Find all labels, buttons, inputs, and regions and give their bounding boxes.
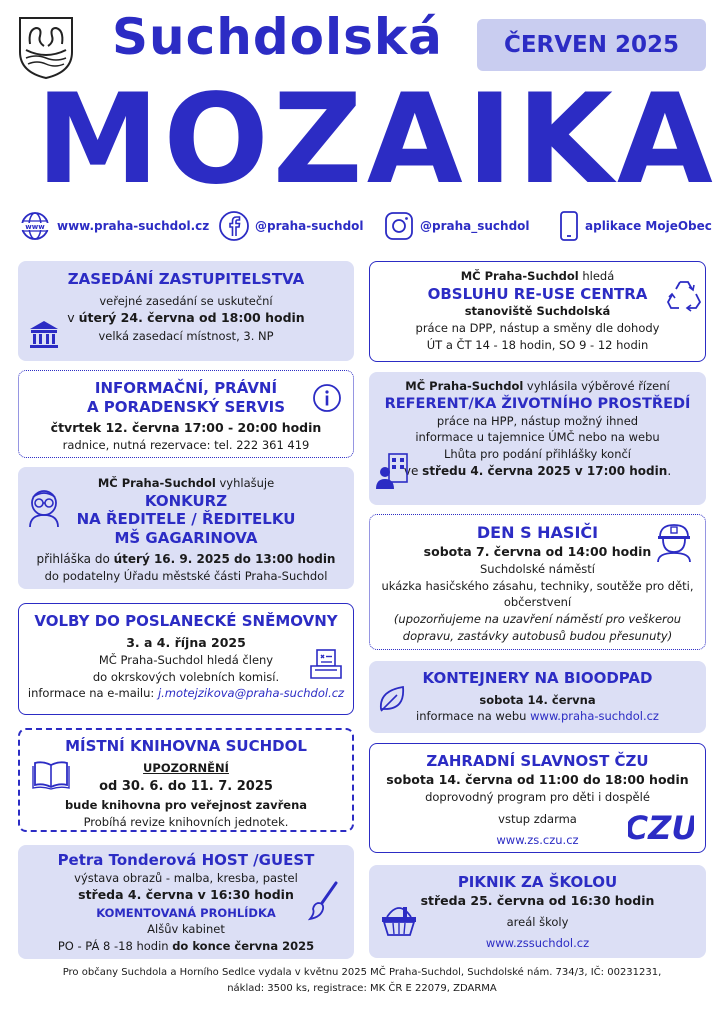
officer-intro: MČ Praha-Suchdol vyhlásila výběrové řízení [405,379,670,393]
reuse-line1: práce na DPP, nástup a směny dle dohody [415,321,660,336]
contest-line2: do podatelny Úřadu městské části Praha-Suchdol [44,569,328,584]
council-title: ZASEDÁNÍ ZASTUPITELSTVA [67,270,305,288]
biowaste-box [369,661,706,733]
social-instagram[interactable] [383,210,530,242]
library-warning: UPOZORNĚNÍ [143,760,229,775]
imprint-line1: Pro občany Suchdola a Horního Sedlce vydala v květnu 2025 MČ Praha-Suchdol, Suchdolské nám. 734/3, IČ: 00231231, [62,967,662,978]
svg-text:CZU: CZU [628,809,694,846]
officer-line1: práce na HPP, nástup možný ihned [436,413,639,428]
firefighters-line4: občerstvení [503,595,572,610]
exhibition-box [18,845,354,959]
legal-title-2: A PORADENSKÝ SERVIS [86,397,286,416]
app-link[interactable]: aplikace MojeObec [585,219,712,233]
czu-festival-box [369,743,706,853]
exhibition-line3: KOMENTOVANÁ PROHLÍDKA [96,905,276,920]
facebook-link[interactable]: @praha-suchdol [255,219,364,233]
exhibition-line5: PO - PÁ 8 -18 hodin do konce června 2025 [57,938,315,953]
worker-icon [375,452,409,495]
biowaste-title: KONTEJNERY NA BIOODPAD [422,669,653,687]
exhibition-title: Petra Tonderová HOST /GUEST [57,851,315,869]
firefighters-line5: (upozorňujeme na uzavření náměstí pro veškerou [393,612,682,627]
reuse-line2: ÚT a ČT 14 - 18 hodin, SO 9 - 12 hodin [426,337,649,352]
social-web[interactable] [18,210,209,242]
contest-title-2: NA ŘEDITELE / ŘEDITELKU [76,510,296,529]
czu-line3: vstup zdarma [498,811,577,826]
firefighters-title: DEN S HASIČI [476,523,599,542]
paintbrush-icon [308,881,340,926]
council-line3: velká zasedací místnost, 3. NP [98,328,274,343]
masthead-title-small: Suchdolská [112,8,443,66]
legal-title-1: INFORMAČNÍ, PRÁVNÍ [94,379,278,397]
globe-icon [18,210,52,242]
elections-email-link[interactable]: j.motejzikova@praha-suchdol.cz [157,686,345,701]
library-line3: Probíhá revize knihovních jednotek. [83,814,289,829]
imprint-line2: náklad: 3500 ks, registrace: MK ČR E 22079, ZDARMA [227,983,497,994]
library-line1: od 30. 6. do 11. 7. 2025 [99,779,273,795]
exhibition-line1: výstava obrazů - malba, kresba, pastel [74,870,298,885]
czu-web-link[interactable]: www.zs.czu.cz [496,833,579,848]
social-facebook[interactable] [218,210,364,242]
book-icon [32,760,70,795]
person-glasses-icon [24,487,64,536]
legal-line1: čtvrtek 12. června 17:00 - 20:00 hodin [50,419,322,435]
czu-line2: doprovodný program pro děti i dospělé [425,789,650,804]
council-line1: veřejné zasedání se uskuteční [99,293,273,308]
elections-title: VOLBY DO POSLANECKÉ SNĚMOVNY [34,612,338,630]
picnic-web-link[interactable]: www.zssuchdol.cz [485,935,590,950]
masthead-title: MOZAIKA [36,68,717,212]
council-session-box [18,261,354,361]
firefighters-day-box [369,514,706,650]
exhibition-line4: Alšův kabinet [147,922,225,937]
picnic-basket-icon [379,901,419,942]
biowaste-web-link[interactable]: www.praha-suchdol.cz [530,709,659,724]
picnic-line1: středa 25. června od 16:30 hodin [420,892,655,908]
svg-text:www: www [25,223,45,231]
council-line2: v úterý 24. června od 18:00 hodin [67,310,305,326]
phone-icon [558,210,580,242]
contest-intro: MČ Praha-Suchdol vyhlašuje [97,476,275,490]
firefighters-line2: Suchdolské náměstí [479,562,595,577]
library-title: MÍSTNÍ KNIHOVNA SUCHDOL [65,737,307,755]
picnic-title: PIKNIK ZA ŠKOLOU [457,873,618,891]
officer-line3: Lhůta pro podání přihlášky končí [443,447,632,462]
firefighters-line3: ukázka hasičského zásahu, techniky, soutěže pro děti, [381,578,694,593]
contest-title-3: MŠ GAGARINOVA [114,529,258,548]
officer-line2: informace u tajemnice ÚMČ nebo na webu [415,430,660,445]
reuse-sub: stanoviště Suchdolská [464,304,611,319]
info-icon [312,383,342,418]
elections-line4: informace na e-mailu: j.motejzikova@praha-suchdol.cz [27,686,345,701]
picnic-box [369,865,706,958]
library-line2: bude knihovna pro veřejnost zavřena [64,798,308,813]
reuse-center-box [369,261,706,362]
recycle-icon [666,278,702,317]
firefighter-icon [654,521,694,568]
biowaste-line2: informace na webu www.praha-suchdol.cz [416,709,659,724]
picnic-line2: areál školy [506,914,569,929]
legal-line2: radnice, nutná rezervace: tel. 222 361 419 [62,437,310,452]
building-icon [28,319,60,354]
elections-line1: 3. a 4. října 2025 [126,634,246,650]
firefighters-line6: dopravu, zastávky autobusů budou přesunuty) [402,628,673,643]
social-app[interactable] [558,210,712,242]
instagram-icon [383,210,415,242]
officer-vacancy-box [369,372,706,505]
director-contest-box [18,467,354,589]
legal-advice-box [18,370,354,458]
web-link[interactable]: www.praha-suchdol.cz [57,219,210,233]
exhibition-line2: středa 4. června v 16:30 hodin [78,887,294,903]
czu-logo [628,808,694,846]
facebook-icon [218,210,250,242]
biowaste-line1: sobota 14. června [479,692,596,707]
czu-line1: sobota 14. června od 11:00 do 18:00 hodin [386,771,689,787]
firefighters-line1: sobota 7. června od 14:00 hodin [423,544,652,559]
issue-month-badge: ČERVEN 2025 [477,19,706,71]
library-box [18,728,354,832]
elections-box [18,603,354,715]
elections-line3: do okrskových volebních komisí. [92,669,280,684]
contest-title-1: KONKURZ [144,491,228,510]
reuse-intro: MČ Praha-Suchdol hledá [460,269,615,283]
czu-title: ZAHRADNÍ SLAVNOST ČZU [426,752,649,770]
ballot-box-icon [309,648,343,685]
instagram-link[interactable]: @praha_suchdol [420,219,530,233]
imprint-footer [0,965,724,997]
reuse-title: OBSLUHU RE-USE CENTRA [427,284,648,303]
contest-line1: přihláška do úterý 16. 9. 2025 do 13:00 hodin [36,551,336,566]
elections-line2: MČ Praha-Suchdol hledá členy [98,652,274,667]
leaf-icon [377,683,407,718]
officer-title: REFERENT/KA ŽIVOTNÍHO PROSTŘEDÍ [384,395,691,412]
officer-line4: ve středu 4. června 2025 v 17:00 hodin. [403,463,672,478]
